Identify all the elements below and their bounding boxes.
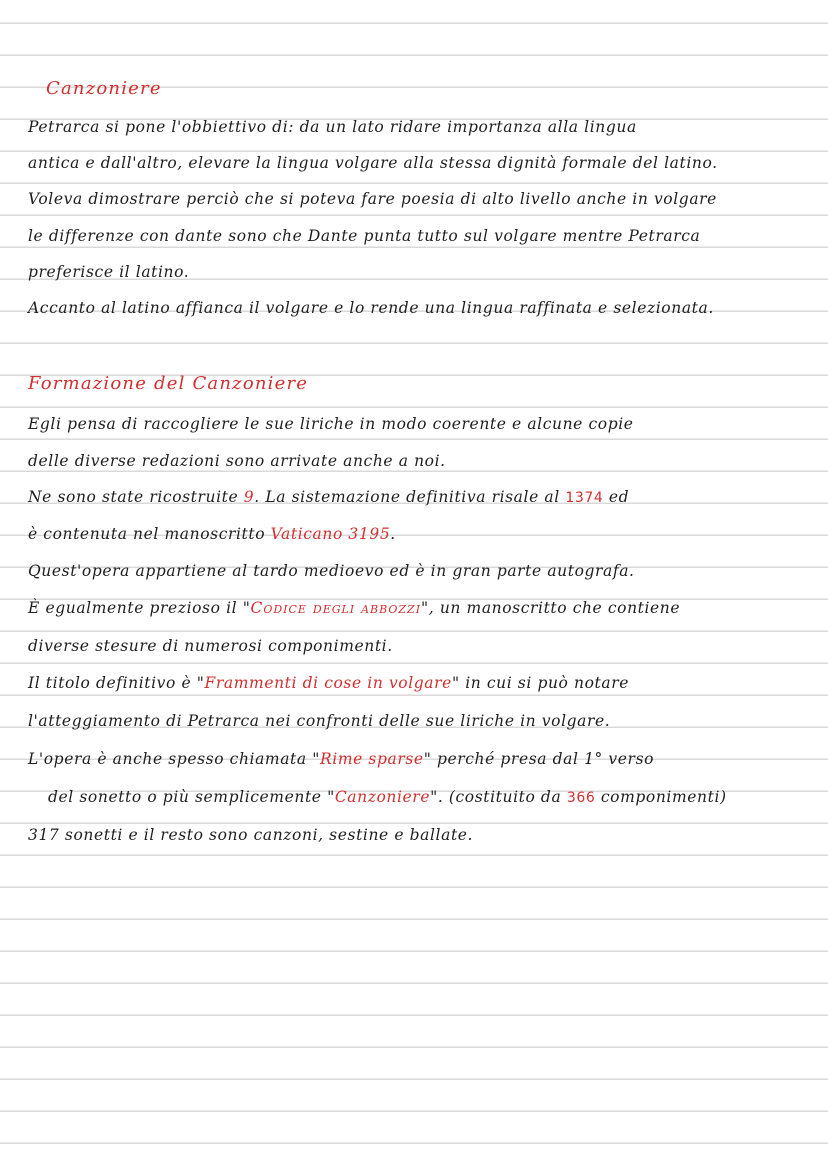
red-number: 9 bbox=[243, 488, 255, 506]
text-span: è contenuta nel manoscritto bbox=[28, 525, 271, 543]
section-title-formazione: Formazione del Canzoniere bbox=[28, 373, 309, 394]
red-codice: Codice degli abbozzi bbox=[250, 599, 422, 617]
text-line-6: Accanto al latino affianca il volgare e lo rende una lingua raffinata e selezionata. bbox=[28, 299, 714, 317]
text-line-4: le differenze con dante sono che Dante punta tutto sul volgare mentre Petrarca bbox=[28, 227, 701, 245]
text-line-11: Quest'opera appartiene al tardo medioevo ed è in gran parte autografa. bbox=[28, 562, 635, 580]
red-count: 366 bbox=[566, 790, 596, 806]
text-span: ". (costituito da bbox=[430, 788, 567, 806]
red-rime: Rime sparse bbox=[320, 750, 424, 768]
text-span: . La sistemazione definitiva risale al bbox=[254, 488, 566, 506]
text-span: del sonetto o più semplicemente " bbox=[48, 788, 335, 806]
text-line-16 bbox=[28, 749, 820, 769]
text-span: componimenti) bbox=[595, 788, 727, 806]
text-span: Ne sono state ricostruite bbox=[28, 488, 244, 506]
text-line-9 bbox=[28, 487, 820, 508]
text-span: " perché presa dal 1° verso bbox=[423, 750, 655, 768]
text-line-8: delle diverse redazioni sono arrivate anche a noi. bbox=[28, 452, 446, 470]
text-line-12 bbox=[28, 598, 820, 618]
text-line-10 bbox=[28, 524, 820, 544]
text-span: Il titolo definitivo è " bbox=[28, 674, 205, 692]
red-year: 1374 bbox=[565, 490, 604, 506]
text-line-15: l'atteggiamento di Petrarca nei confronti delle sue liriche in volgare. bbox=[28, 712, 611, 730]
red-canzoniere: Canzoniere bbox=[334, 788, 431, 806]
text-line-3: Voleva dimostrare perciò che si poteva fare poesia di alto livello anche in volgare bbox=[28, 190, 717, 208]
text-line-2: antica e dall'altro, elevare la lingua volgare alla stessa dignità formale del latino. bbox=[28, 154, 718, 172]
section-title-canzoniere: Canzoniere bbox=[46, 78, 162, 99]
text-span: ed bbox=[603, 488, 630, 506]
text-line-14 bbox=[28, 673, 820, 693]
text-line-7: Egli pensa di raccogliere le sue liriche in modo coerente e alcune copie bbox=[28, 415, 634, 433]
text-span: . bbox=[390, 525, 396, 543]
text-line-18: 317 sonetti e il resto sono canzoni, sestine e ballate. bbox=[28, 826, 474, 844]
text-span: L'opera è anche spesso chiamata " bbox=[28, 750, 320, 768]
text-line-17 bbox=[48, 787, 820, 808]
text-span: È egualmente prezioso il " bbox=[28, 599, 251, 617]
text-line-1: Petrarca si pone l'obbiettivo di: da un lato ridare importanza alla lingua bbox=[28, 118, 637, 136]
text-line-5: preferisce il latino. bbox=[28, 263, 190, 281]
red-manuscript: Vaticano 3195 bbox=[270, 525, 391, 543]
red-title: Frammenti di cose in volgare bbox=[204, 674, 452, 692]
text-span: " in cui si può notare bbox=[451, 674, 629, 692]
text-line-13: diverse stesure di numerosi componimenti. bbox=[28, 637, 393, 655]
text-span: ", un manoscritto che contiene bbox=[421, 599, 681, 617]
